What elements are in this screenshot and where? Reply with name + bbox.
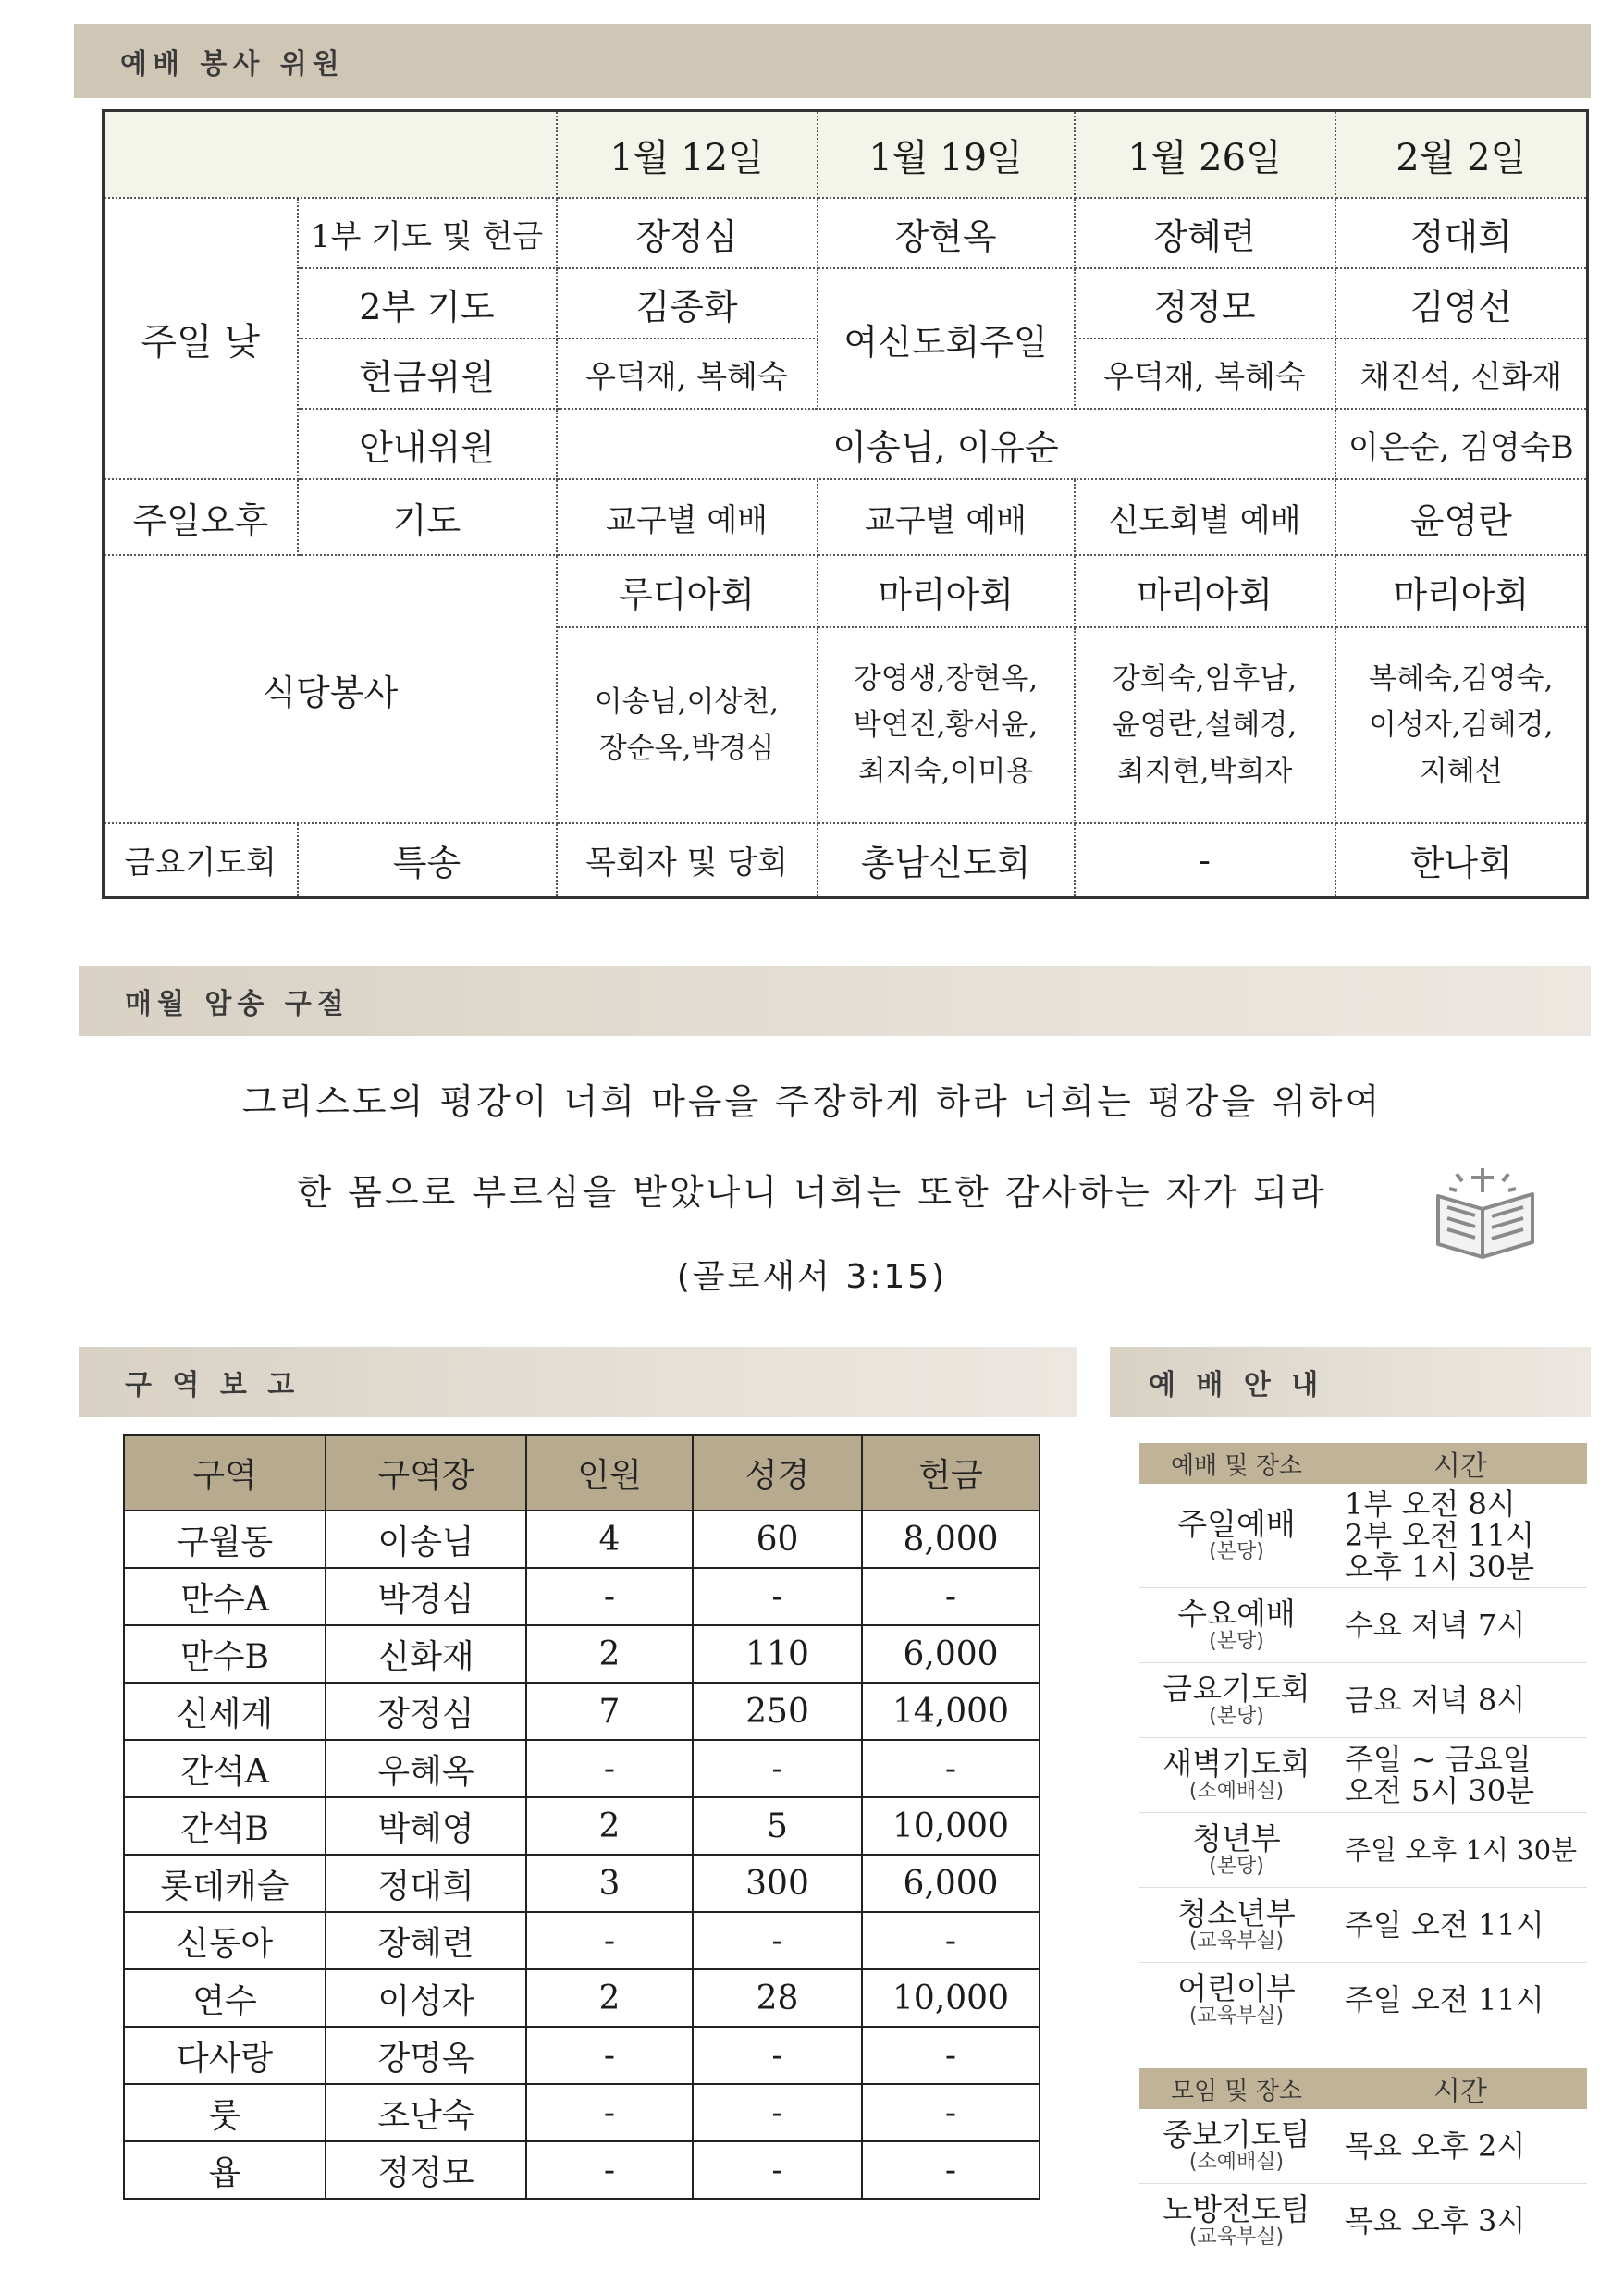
roster-role: 기도 — [298, 479, 557, 555]
verse-reference: (골로새서 3:15) — [676, 1258, 948, 1296]
cell-leader: 신화재 — [326, 1625, 526, 1683]
cell-attendance: - — [526, 1568, 693, 1625]
cell-bible: - — [693, 1740, 862, 1797]
cell-bible: - — [693, 2141, 862, 2199]
roster-date: 1월 19일 — [818, 111, 1075, 199]
roster-row-prayer-2 — [104, 268, 1588, 339]
cell-offering: 10,000 — [862, 1969, 1040, 2027]
cell-bible: - — [693, 2027, 862, 2084]
service-location: (본당) — [1209, 1630, 1264, 1653]
cell-bible: 28 — [693, 1969, 862, 2027]
cell-offering: 6,000 — [862, 1855, 1040, 1912]
kitchen-members-cell — [1335, 627, 1588, 823]
kitchen-member-line: 지혜선 — [1419, 755, 1503, 788]
kitchen-member-line: 박연진,황서윤, — [853, 709, 1039, 742]
roster-section-title: 예배 봉사 위원 — [74, 24, 1591, 98]
table-row — [124, 1740, 1040, 1797]
schedule-row-youth — [1139, 1813, 1587, 1888]
roster-cell: 김영선 — [1335, 268, 1588, 339]
meeting-time: 목요 오후 3시 — [1345, 2203, 1526, 2238]
worship-section-title: 예 배 안 내 — [1110, 1347, 1591, 1417]
meeting-name: 노방전도팀 — [1163, 2191, 1310, 2227]
cell-bible: 60 — [693, 1511, 862, 1568]
cell-attendance: 4 — [526, 1511, 693, 1568]
service-name: 새벽기도회 — [1163, 1745, 1310, 1782]
service-time: 주일 ~ 금요일 오전 5시 30분 — [1345, 1742, 1535, 1808]
table-row — [124, 1683, 1040, 1740]
worship-schedule-header — [1139, 1443, 1587, 1484]
schedule-header-place: 예배 및 장소 — [1170, 1451, 1303, 1480]
roster-role: 1부 기도 및 헌금 — [298, 198, 557, 268]
schedule-row-sunday — [1139, 1484, 1587, 1588]
district-header: 헌금 — [862, 1435, 1040, 1511]
cell-offering: - — [862, 2084, 1040, 2141]
table-row — [124, 1625, 1040, 1683]
schedule-row-friday — [1139, 1663, 1587, 1738]
schedule-place — [1139, 1597, 1334, 1653]
cell-leader: 정대희 — [326, 1855, 526, 1912]
district-header-row — [124, 1435, 1040, 1511]
roster-row-usher — [104, 409, 1588, 479]
cell-attendance: 2 — [526, 1797, 693, 1855]
kitchen-member-line: 장순옥,박경심 — [598, 732, 775, 765]
roster-cell: 장현옥 — [818, 198, 1075, 268]
kitchen-members-cell — [557, 627, 818, 823]
schedule-row-wednesday — [1139, 1588, 1587, 1663]
district-header: 구역장 — [326, 1435, 526, 1511]
table-row — [124, 2027, 1040, 2084]
schedule-header-time: 시간 — [1433, 2076, 1487, 2108]
roster-cell: 정정모 — [1075, 268, 1335, 339]
schedule-place — [1139, 2118, 1334, 2174]
cell-offering: 14,000 — [862, 1683, 1040, 1740]
district-section-title: 구 역 보 고 — [79, 1347, 1077, 1417]
kitchen-member-line: 강영생,장현옥, — [853, 662, 1039, 696]
cell-district: 신세계 — [124, 1683, 326, 1740]
roster-cell: 마리아회 — [1075, 555, 1335, 627]
cell-leader: 장정심 — [326, 1683, 526, 1740]
roster-date: 1월 26일 — [1075, 111, 1335, 199]
schedule-place — [1139, 1508, 1334, 1563]
schedule-header-place: 모임 및 장소 — [1170, 2077, 1303, 2105]
schedule-place — [1139, 1747, 1334, 1803]
cell-offering: - — [862, 1568, 1040, 1625]
roster-group-sunday-day: 주일 낮 — [104, 198, 298, 479]
cell-leader: 우혜옥 — [326, 1740, 526, 1797]
cell-attendance: 3 — [526, 1855, 693, 1912]
cell-leader: 박혜영 — [326, 1797, 526, 1855]
cell-offering: - — [862, 1912, 1040, 1969]
cell-bible: 250 — [693, 1683, 862, 1740]
service-location: (소예배실) — [1188, 1780, 1285, 1803]
table-row — [124, 1855, 1040, 1912]
roster-role: 안내위원 — [298, 409, 557, 479]
roster-cell: - — [1075, 823, 1335, 897]
service-time: 주일 오전 11시 — [1345, 1907, 1544, 1942]
roster-cell: 루디아회 — [557, 555, 818, 627]
meeting-name: 중보기도팀 — [1163, 2116, 1310, 2152]
cell-leader: 정정모 — [326, 2141, 526, 2199]
meeting-location: (소예배실) — [1188, 2151, 1285, 2174]
verse-line-2: 한 몸으로 부르심을 받았나니 너희는 또한 감사하는 자가 되라 — [297, 1172, 1327, 1213]
roster-cell: 교구별 예배 — [818, 479, 1075, 555]
schedule-place — [1139, 1972, 1334, 2028]
roster-row-prayer-1 — [104, 198, 1588, 268]
table-row — [124, 1912, 1040, 1969]
verse-line-1: 그리스도의 평강이 너희 마음을 주장하게 하라 너희는 평강을 위하여 — [241, 1081, 1383, 1122]
cell-offering: 6,000 — [862, 1625, 1040, 1683]
service-location: (본당) — [1209, 1540, 1264, 1563]
roster-usher-shared: 이송님, 이유순 — [557, 409, 1335, 479]
schedule-row-children — [1139, 1963, 1587, 2037]
table-row — [124, 1969, 1040, 2027]
meeting-time: 목요 오후 2시 — [1345, 2128, 1526, 2164]
schedule-row-teens — [1139, 1888, 1587, 1963]
roster-date: 1월 12일 — [557, 111, 818, 199]
service-name: 주일예배 — [1177, 1506, 1296, 1542]
service-name: 청년부 — [1192, 1820, 1281, 1856]
roster-date-row — [104, 111, 1588, 199]
cell-district: 구월동 — [124, 1511, 326, 1568]
roster-cell: 총남신도회 — [818, 823, 1075, 897]
schedule-place — [1139, 1897, 1334, 1953]
roster-cell: 이은순, 김영숙B — [1335, 409, 1588, 479]
cell-district: 다사랑 — [124, 2027, 326, 2084]
bible-book-icon — [1429, 1161, 1547, 1263]
service-name: 어린이부 — [1177, 1970, 1296, 2006]
roster-cell: 마리아회 — [1335, 555, 1588, 627]
cell-attendance: 2 — [526, 1969, 693, 2027]
cell-bible: - — [693, 1912, 862, 1969]
roster-cell: 우덕재, 복혜숙 — [557, 339, 818, 409]
schedule-row-dawn — [1139, 1738, 1587, 1813]
cell-leader: 박경심 — [326, 1568, 526, 1625]
roster-role: 헌금위원 — [298, 339, 557, 409]
roster-cell: 정대희 — [1335, 198, 1588, 268]
roster-date: 2월 2일 — [1335, 111, 1588, 199]
roster-cell: 김종화 — [557, 268, 818, 339]
roster-cell: 교구별 예배 — [557, 479, 818, 555]
meeting-row-intercession — [1139, 2109, 1587, 2184]
cell-offering: - — [862, 1740, 1040, 1797]
service-name: 청소년부 — [1177, 1895, 1296, 1931]
roster-group-sunday-pm: 주일오후 — [104, 479, 298, 555]
roster-cell: 신도회별 예배 — [1075, 479, 1335, 555]
table-row — [124, 1568, 1040, 1625]
kitchen-member-line: 강희숙,임후남, — [1112, 662, 1298, 696]
roster-row-friday — [104, 823, 1588, 897]
schedule-place — [1139, 1672, 1334, 1728]
roster-corner-cell — [104, 111, 557, 199]
kitchen-member-line: 복혜숙,김영숙, — [1369, 662, 1554, 696]
cell-attendance: - — [526, 1912, 693, 1969]
cell-offering: 10,000 — [862, 1797, 1040, 1855]
roster-cell: 장정심 — [557, 198, 818, 268]
service-time: 수요 저녁 7시 — [1345, 1608, 1526, 1643]
service-time: 주일 오후 1시 30분 — [1345, 1834, 1578, 1866]
service-time: 금요 저녁 8시 — [1345, 1683, 1526, 1718]
service-name: 수요예배 — [1177, 1596, 1296, 1632]
roster-group-friday: 금요기도회 — [104, 823, 298, 897]
cell-bible: - — [693, 2084, 862, 2141]
cell-attendance: - — [526, 2084, 693, 2141]
cell-leader: 이성자 — [326, 1969, 526, 2027]
service-roster-table — [102, 109, 1589, 899]
cell-bible: 300 — [693, 1855, 862, 1912]
schedule-place — [1139, 1822, 1334, 1878]
kitchen-member-line: 최지숙,이미용 — [857, 755, 1034, 788]
cell-district: 만수A — [124, 1568, 326, 1625]
table-row — [124, 1511, 1040, 1568]
cell-offering: - — [862, 2027, 1040, 2084]
service-location: (본당) — [1209, 1705, 1264, 1728]
cell-attendance: - — [526, 2027, 693, 2084]
kitchen-members-cell — [818, 627, 1075, 823]
table-row — [124, 2084, 1040, 2141]
district-header: 성경 — [693, 1435, 862, 1511]
cell-leader: 조난숙 — [326, 2084, 526, 2141]
service-location: (교육부실) — [1188, 1930, 1285, 1953]
service-time: 1부 오전 8시 2부 오전 11시 오후 1시 30분 — [1345, 1486, 1535, 1585]
worship-schedule — [1139, 1443, 1587, 2037]
table-row — [124, 1797, 1040, 1855]
district-header: 인원 — [526, 1435, 693, 1511]
roster-cell: 장혜련 — [1075, 198, 1335, 268]
table-row — [124, 2141, 1040, 2199]
kitchen-member-line: 이성자,김혜경, — [1369, 709, 1554, 742]
roster-row-kitchen-team — [104, 555, 1588, 627]
cell-leader: 장혜련 — [326, 1912, 526, 1969]
service-location: (본당) — [1209, 1855, 1264, 1878]
cell-bible: - — [693, 1568, 862, 1625]
meeting-row-street-evangelism — [1139, 2184, 1587, 2258]
verse-section-title: 매월 암송 구절 — [79, 966, 1591, 1036]
roster-row-sunday-pm — [104, 479, 1588, 555]
kitchen-members-cell — [1075, 627, 1335, 823]
meeting-schedule-header — [1139, 2068, 1587, 2109]
roster-cell: 한나회 — [1335, 823, 1588, 897]
meeting-location: (교육부실) — [1188, 2226, 1285, 2249]
schedule-header-time: 시간 — [1433, 1450, 1487, 1483]
meeting-schedule — [1139, 2068, 1587, 2258]
cell-bible: 5 — [693, 1797, 862, 1855]
roster-special-sunday: 여신도회주일 — [818, 268, 1075, 409]
roster-cell: 마리아회 — [818, 555, 1075, 627]
cell-attendance: - — [526, 2141, 693, 2199]
cell-district: 욥 — [124, 2141, 326, 2199]
roster-cell: 채진석, 신화재 — [1335, 339, 1588, 409]
cell-district: 간석B — [124, 1797, 326, 1855]
service-name: 금요기도회 — [1163, 1671, 1310, 1707]
kitchen-member-line: 윤영란,설혜경, — [1112, 709, 1298, 742]
cell-leader: 이송님 — [326, 1511, 526, 1568]
service-time: 주일 오전 11시 — [1345, 1982, 1544, 2017]
cell-district: 연수 — [124, 1969, 326, 2027]
kitchen-member-line: 이송님,이상천, — [594, 685, 780, 719]
cell-attendance: - — [526, 1740, 693, 1797]
cell-attendance: 7 — [526, 1683, 693, 1740]
cell-district: 롯데캐슬 — [124, 1855, 326, 1912]
cell-bible: 110 — [693, 1625, 862, 1683]
district-header: 구역 — [124, 1435, 326, 1511]
cell-offering: 8,000 — [862, 1511, 1040, 1568]
roster-cell: 목회자 및 당회 — [557, 823, 818, 897]
roster-cell: 우덕재, 복혜숙 — [1075, 339, 1335, 409]
cell-district: 신동아 — [124, 1912, 326, 1969]
schedule-place — [1139, 2193, 1334, 2249]
district-report-table — [123, 1434, 1040, 2200]
cell-district: 만수B — [124, 1625, 326, 1683]
roster-role: 2부 기도 — [298, 268, 557, 339]
cell-leader: 강명옥 — [326, 2027, 526, 2084]
roster-group-kitchen: 식당봉사 — [104, 555, 557, 823]
cell-district: 룻 — [124, 2084, 326, 2141]
cell-district: 간석A — [124, 1740, 326, 1797]
cell-attendance: 2 — [526, 1625, 693, 1683]
roster-cell: 윤영란 — [1335, 479, 1588, 555]
service-location: (교육부실) — [1188, 2004, 1285, 2028]
kitchen-member-line: 최지현,박희자 — [1116, 755, 1293, 788]
cell-offering: - — [862, 2141, 1040, 2199]
roster-role: 특송 — [298, 823, 557, 897]
